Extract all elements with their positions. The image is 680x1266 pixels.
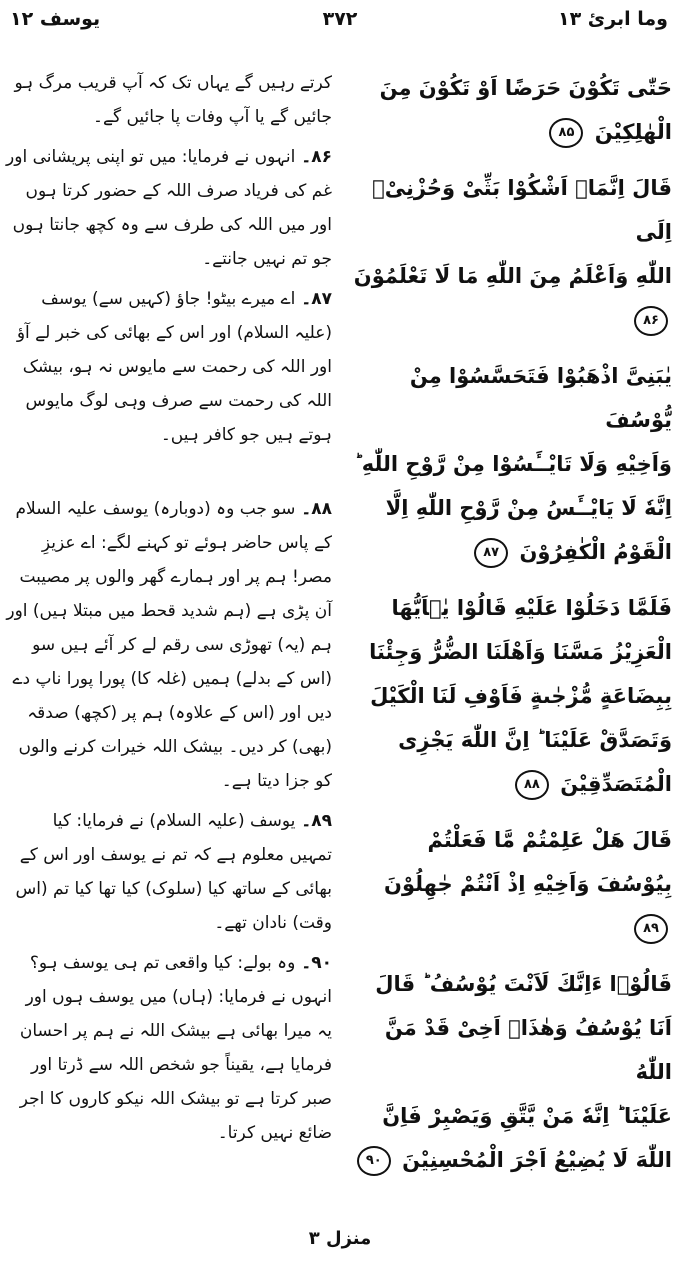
ayah-number-marker: ۸۶	[634, 306, 668, 336]
ayah-line	[350, 166, 672, 254]
ayah-2	[350, 354, 672, 574]
verse-separator: ۔	[295, 499, 312, 519]
translation-paragraph-89	[6, 804, 332, 940]
ayah-line	[350, 1006, 672, 1094]
ayah-number-marker: ۹۰	[357, 1146, 391, 1176]
page-footer	[0, 1194, 680, 1266]
ayah-line	[350, 66, 672, 110]
ayah-text: بِبِضَاعَةٍ مُّزْجٰىةٍ فَاَوْفِ لَنَا الْكَيْلَ	[370, 684, 672, 708]
ayah-3	[350, 586, 672, 806]
verse-separator: ۔	[295, 289, 312, 309]
ayah-line	[350, 630, 672, 674]
ayah-text: حَتّٰى تَكُوْنَ حَرَضًا اَوْ تَكُوْنَ مِنَ	[379, 76, 672, 100]
ayah-text: الْمُتَصَدِّقِيْنَ	[560, 772, 672, 796]
ayah-line	[350, 762, 672, 806]
ayah-line	[350, 818, 672, 862]
page-body	[0, 44, 680, 1194]
translation-paragraph-85	[6, 66, 332, 134]
surah-name: یوسف ۱۲	[10, 8, 101, 30]
ayah-text: اللّٰهَ لَا يُضِيْعُ اَجْرَ الْمُحْسِنِيْنَ	[402, 1148, 672, 1172]
translation-text: کرتے رہیں گے یہاں تک کہ آپ قریب مرگ ہو جائیں گے یا آپ وفات پا جائیں گے۔	[14, 73, 332, 127]
verse-separator: ۔	[295, 147, 312, 167]
ayah-text: قَالُوْۤا ءَاِنَّكَ لَاَنْتَ يُوْسُفُ ؕ قَالَ	[375, 972, 672, 996]
urdu-translation-column	[0, 66, 340, 1194]
verse-number: ۸۷	[311, 289, 332, 309]
para-name: وما ابرئ ۱۳	[557, 8, 668, 30]
ayah-0	[350, 66, 672, 154]
ayah-text: يٰبَنِىَّ اذْهَبُوْا فَتَحَسَّسُوْا مِنْ يُّوْسُفَ	[409, 364, 672, 432]
ayah-number-marker: ۸۷	[474, 538, 508, 568]
ayah-4	[350, 818, 672, 950]
translation-paragraph-87	[6, 282, 332, 452]
translation-paragraph-88	[6, 492, 332, 798]
translation-text: انہوں نے فرمایا: میں تو اپنی پریشانی اور غم کی فریاد صرف اللہ کے حضور کرتا ہوں اور میں اللہ کی طرف سے وہ کچھ جانتا ہوں جو تم نہیں جانتے۔	[6, 147, 332, 269]
translation-text: وہ بولے: کیا واقعی تم ہی یوسف ہو؟ انہوں نے فرمایا: (ہاں) میں یوسف ہوں اور یہ میرا بھائی ہے بیشک اللہ نے ہم پر احسان فرمایا ہے، یقیناً جو شخص اللہ سے ڈرتا اور صبر کرتا ہے تو بیشک اللہ نیکو کاروں کا اجر ضائع نہیں کرتا۔	[19, 953, 332, 1143]
translation-text: سو جب وہ (دوبارہ) یوسف علیہ السلام کے پاس حاضر ہوئے تو کہنے لگے: اے عزیزِ مصر! ہم پر اور ہمارے گھر والوں پر مصیبت آن پڑی ہے (ہم شدید قحط میں مبتلا ہیں) اور ہم (یہ) تھوڑی سی رقم لے کر آئے ہیں سو (اس کے بدلے) ہمیں (غلہ کا) پورا پورا ناپ دے دیں اور (اس کے علاوہ) ہم پر (کچھ) صدقہ (بھی) کر دیں۔ بیشک اللہ خیرات کرنے والوں کو جزا دیتا ہے۔	[6, 499, 332, 791]
ayah-text: الْعَزِيْزُ مَسَّنَا وَاَهْلَنَا الضُّرُّ وَجِئْنَا	[369, 640, 672, 664]
verse-separator: ۔	[295, 953, 312, 973]
manzil-label: منزل ۳	[308, 1228, 372, 1249]
ayah-line	[350, 354, 672, 442]
verse-separator: ۔	[295, 811, 312, 831]
page-number: ۳۷۲	[322, 8, 358, 30]
ayah-text: قَالَ هَلْ عَلِمْتُمْ مَّا فَعَلْتُمْ	[427, 828, 672, 852]
translation-paragraph-90	[6, 946, 332, 1150]
page-header	[0, 0, 680, 44]
ayah-line	[350, 1138, 672, 1182]
ayah-text: عَلَيْنَا ؕ اِنَّهٗ مَنْ يَّتَّقِ وَيَصْبِرْ فَاِنَّ	[382, 1104, 672, 1128]
ayah-number-marker: ۸۹	[634, 914, 668, 944]
ayah-text: اَنَا يُوْسُفُ وَهٰذَاۤ اَخِىْ قَدْ مَنَّ اللّٰهُ	[384, 1016, 672, 1084]
ayah-text: بِيُوْسُفَ وَاَخِيْهِ اِذْ اَنْتُمْ جٰهِلُوْنَ	[384, 872, 672, 896]
ayah-line	[350, 586, 672, 630]
ayah-5	[350, 962, 672, 1182]
ayah-number-marker: ۸۵	[549, 118, 583, 148]
ayah-number-marker: ۸۸	[515, 770, 549, 800]
ayah-line	[350, 962, 672, 1006]
ayah-text: الْقَوْمُ الْكٰفِرُوْنَ	[519, 540, 672, 564]
verse-number: ۹۰	[311, 953, 332, 973]
verse-number: ۸۸	[311, 499, 332, 519]
translation-text: اے میرے بیٹو! جاؤ (کہیں سے) یوسف (علیہ السلام) اور اس کے بھائی کی خبر لے آؤ اور اللہ کی رحمت سے مایوس نہ ہو، بیشک اللہ کی رحمت سے صرف وہی لوگ مایوس ہوتے ہیں جو کافر ہیں۔	[16, 289, 332, 445]
ayah-line	[350, 110, 672, 154]
ayah-line	[350, 530, 672, 574]
ayah-text: اِنَّهٗ لَا يَايْــَٔسُ مِنْ رَّوْحِ اللّٰهِ اِلَّا	[385, 496, 672, 520]
ayah-line	[350, 254, 672, 342]
ayah-1	[350, 166, 672, 342]
translation-paragraph-86	[6, 140, 332, 276]
translation-text: یوسف (علیہ السلام) نے فرمایا: کیا تمہیں معلوم ہے کہ تم نے یوسف اور اس کے بھائی کے ساتھ کیا (سلوک) کیا تھا کیا تم (اس وقت) نادان تھے۔	[15, 811, 332, 933]
verse-number: ۸۹	[311, 811, 332, 831]
verse-number: ۸۶	[311, 147, 332, 167]
ayah-text: وَاَخِيْهِ وَلَا تَايْــَٔسُوْا مِنْ رَّوْحِ اللّٰهِ ؕ	[354, 452, 672, 476]
ayah-line	[350, 486, 672, 530]
ayah-line	[350, 442, 672, 486]
ayah-line	[350, 718, 672, 762]
ayah-text: اللّٰهِ وَاَعْلَمُ مِنَ اللّٰهِ مَا لَا تَعْلَمُوْنَ	[353, 264, 672, 288]
ayah-text: الْهٰلِكِيْنَ	[594, 120, 672, 144]
ayah-text: وَتَصَدَّقْ عَلَيْنَا ؕ اِنَّ اللّٰهَ يَجْزِى	[398, 728, 672, 752]
ayah-text: فَلَمَّا دَخَلُوْا عَلَيْهِ قَالُوْا يٰۤاَيُّهَا	[391, 596, 672, 620]
ayah-text: قَالَ اِنَّمَاۤ اَشْكُوْا بَثِّىْ وَحُزْنِىْۤ اِلَى	[372, 176, 672, 244]
ayah-line	[350, 674, 672, 718]
ayah-line	[350, 862, 672, 950]
arabic-text-column	[340, 66, 680, 1194]
ayah-line	[350, 1094, 672, 1138]
